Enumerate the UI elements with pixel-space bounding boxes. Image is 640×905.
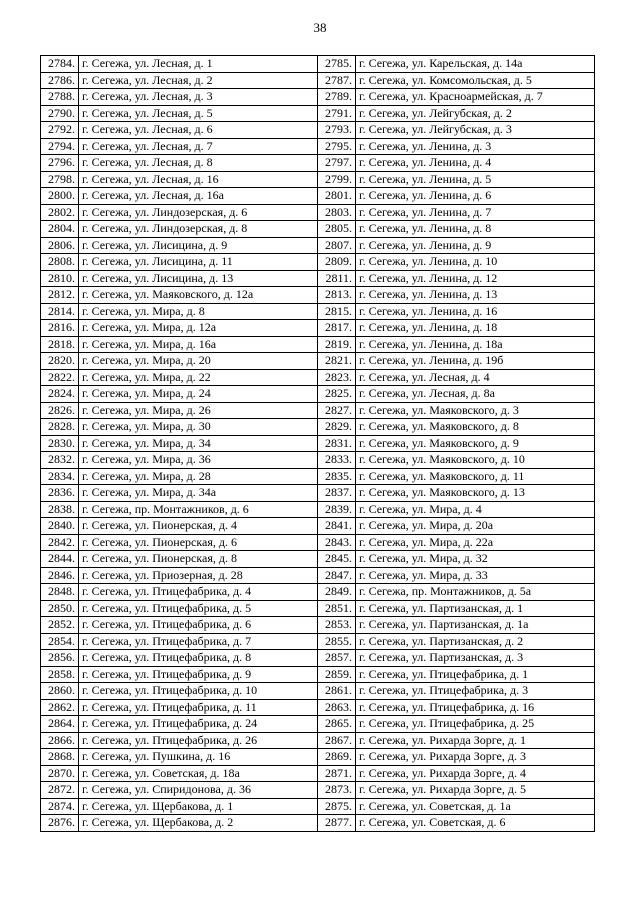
row-number-right: 2841. xyxy=(318,518,356,535)
address-right: г. Сегежа, ул. Партизанская, д. 3 xyxy=(356,650,595,667)
address-right: г. Сегежа, ул. Птицефабрика, д. 1 xyxy=(356,666,595,683)
row-number-right: 2803. xyxy=(318,204,356,221)
address-left: г. Сегежа, ул. Мира, д. 22 xyxy=(79,369,318,386)
row-number-left: 2790. xyxy=(41,105,79,122)
row-number-left: 2804. xyxy=(41,221,79,238)
address-left: г. Сегежа, ул. Мира, д. 34а xyxy=(79,485,318,502)
address-left: г. Сегежа, ул. Птицефабрика, д. 6 xyxy=(79,617,318,634)
address-left: г. Сегежа, ул. Пушкина, д. 16 xyxy=(79,749,318,766)
address-right: г. Сегежа, ул. Мира, д. 33 xyxy=(356,567,595,584)
table-row xyxy=(41,683,595,700)
table-row xyxy=(41,369,595,386)
table-row xyxy=(41,452,595,469)
table-row xyxy=(41,89,595,106)
address-right: г. Сегежа, ул. Лейгубская, д. 3 xyxy=(356,122,595,139)
address-left: г. Сегежа, ул. Мира, д. 24 xyxy=(79,386,318,403)
table-row xyxy=(41,732,595,749)
row-number-right: 2819. xyxy=(318,336,356,353)
row-number-left: 2798. xyxy=(41,171,79,188)
address-right: г. Сегежа, ул. Птицефабрика, д. 16 xyxy=(356,699,595,716)
table-row xyxy=(41,419,595,436)
address-right: г. Сегежа, ул. Ленина, д. 10 xyxy=(356,254,595,271)
table-row xyxy=(41,270,595,287)
row-number-right: 2813. xyxy=(318,287,356,304)
address-left: г. Сегежа, ул. Мира, д. 20 xyxy=(79,353,318,370)
table-row xyxy=(41,303,595,320)
table-row xyxy=(41,72,595,89)
table-row xyxy=(41,666,595,683)
address-left: г. Сегежа, ул. Птицефабрика, д. 4 xyxy=(79,584,318,601)
address-left: г. Сегежа, ул. Птицефабрика, д. 26 xyxy=(79,732,318,749)
row-number-right: 2799. xyxy=(318,171,356,188)
address-right: г. Сегежа, ул. Мира, д. 20а xyxy=(356,518,595,535)
row-number-left: 2808. xyxy=(41,254,79,271)
row-number-left: 2834. xyxy=(41,468,79,485)
address-left: г. Сегежа, ул. Мира, д. 30 xyxy=(79,419,318,436)
address-right: г. Сегежа, ул. Птицефабрика, д. 3 xyxy=(356,683,595,700)
address-left: г. Сегежа, ул. Мира, д. 12а xyxy=(79,320,318,337)
table-row xyxy=(41,171,595,188)
row-number-right: 2861. xyxy=(318,683,356,700)
address-left: г. Сегежа, пр. Монтажников, д. 6 xyxy=(79,501,318,518)
address-left: г. Сегежа, ул. Лесная, д. 8 xyxy=(79,155,318,172)
address-left: г. Сегежа, ул. Лесная, д. 2 xyxy=(79,72,318,89)
table-row xyxy=(41,749,595,766)
row-number-right: 2797. xyxy=(318,155,356,172)
row-number-left: 2800. xyxy=(41,188,79,205)
row-number-left: 2852. xyxy=(41,617,79,634)
row-number-left: 2832. xyxy=(41,452,79,469)
row-number-left: 2850. xyxy=(41,600,79,617)
table-row xyxy=(41,287,595,304)
table-row xyxy=(41,518,595,535)
row-number-right: 2825. xyxy=(318,386,356,403)
address-left: г. Сегежа, ул. Лесная, д. 7 xyxy=(79,138,318,155)
address-right: г. Сегежа, ул. Советская, д. 6 xyxy=(356,815,595,832)
row-number-right: 2857. xyxy=(318,650,356,667)
table-row xyxy=(41,386,595,403)
row-number-right: 2875. xyxy=(318,798,356,815)
address-right: г. Сегежа, ул. Партизанская, д. 1а xyxy=(356,617,595,634)
address-table-body xyxy=(41,56,595,832)
address-right: г. Сегежа, ул. Ленина, д. 6 xyxy=(356,188,595,205)
table-row xyxy=(41,617,595,634)
row-number-left: 2872. xyxy=(41,782,79,799)
table-row xyxy=(41,336,595,353)
table-row xyxy=(41,56,595,73)
address-right: г. Сегежа, ул. Маяковского, д. 11 xyxy=(356,468,595,485)
row-number-left: 2796. xyxy=(41,155,79,172)
address-right: г. Сегежа, ул. Карельская, д. 14а xyxy=(356,56,595,73)
address-left: г. Сегежа, ул. Мира, д. 26 xyxy=(79,402,318,419)
row-number-left: 2876. xyxy=(41,815,79,832)
row-number-right: 2805. xyxy=(318,221,356,238)
row-number-left: 2858. xyxy=(41,666,79,683)
row-number-left: 2842. xyxy=(41,534,79,551)
row-number-left: 2784. xyxy=(41,56,79,73)
address-right: г. Сегежа, ул. Комсомольская, д. 5 xyxy=(356,72,595,89)
address-right: г. Сегежа, ул. Советская, д. 1а xyxy=(356,798,595,815)
row-number-left: 2792. xyxy=(41,122,79,139)
row-number-right: 2811. xyxy=(318,270,356,287)
table-row xyxy=(41,138,595,155)
row-number-right: 2793. xyxy=(318,122,356,139)
row-number-right: 2855. xyxy=(318,633,356,650)
address-table xyxy=(40,55,595,832)
row-number-left: 2806. xyxy=(41,237,79,254)
row-number-left: 2830. xyxy=(41,435,79,452)
table-row xyxy=(41,699,595,716)
address-left: г. Сегежа, ул. Мира, д. 34 xyxy=(79,435,318,452)
page-number: 38 xyxy=(313,20,327,35)
row-number-left: 2866. xyxy=(41,732,79,749)
row-number-right: 2789. xyxy=(318,89,356,106)
address-left: г. Сегежа, ул. Лесная, д. 16а xyxy=(79,188,318,205)
table-row xyxy=(41,815,595,832)
row-number-right: 2807. xyxy=(318,237,356,254)
address-left: г. Сегежа, ул. Птицефабрика, д. 24 xyxy=(79,716,318,733)
table-row xyxy=(41,485,595,502)
address-right: г. Сегежа, ул. Маяковского, д. 3 xyxy=(356,402,595,419)
table-row xyxy=(41,798,595,815)
address-right: г. Сегежа, ул. Ленина, д. 13 xyxy=(356,287,595,304)
row-number-right: 2859. xyxy=(318,666,356,683)
address-right: г. Сегежа, ул. Лейгубская, д. 2 xyxy=(356,105,595,122)
row-number-left: 2818. xyxy=(41,336,79,353)
row-number-left: 2868. xyxy=(41,749,79,766)
address-left: г. Сегежа, ул. Лисицина, д. 11 xyxy=(79,254,318,271)
address-left: г. Сегежа, ул. Птицефабрика, д. 5 xyxy=(79,600,318,617)
row-number-right: 2827. xyxy=(318,402,356,419)
table-row xyxy=(41,254,595,271)
table-row xyxy=(41,765,595,782)
address-left: г. Сегежа, ул. Щербакова, д. 1 xyxy=(79,798,318,815)
address-left: г. Сегежа, ул. Линдозерская, д. 6 xyxy=(79,204,318,221)
row-number-left: 2820. xyxy=(41,353,79,370)
table-row xyxy=(41,155,595,172)
address-right: г. Сегежа, ул. Ленина, д. 8 xyxy=(356,221,595,238)
row-number-left: 2856. xyxy=(41,650,79,667)
table-row xyxy=(41,188,595,205)
address-left: г. Сегежа, ул. Лесная, д. 6 xyxy=(79,122,318,139)
address-right: г. Сегежа, ул. Рихарда Зорге, д. 4 xyxy=(356,765,595,782)
row-number-left: 2810. xyxy=(41,270,79,287)
row-number-left: 2824. xyxy=(41,386,79,403)
address-right: г. Сегежа, ул. Ленина, д. 12 xyxy=(356,270,595,287)
row-number-left: 2794. xyxy=(41,138,79,155)
row-number-left: 2822. xyxy=(41,369,79,386)
row-number-right: 2801. xyxy=(318,188,356,205)
address-right: г. Сегежа, ул. Красноармейская, д. 7 xyxy=(356,89,595,106)
row-number-left: 2860. xyxy=(41,683,79,700)
row-number-left: 2848. xyxy=(41,584,79,601)
address-right: г. Сегежа, ул. Маяковского, д. 13 xyxy=(356,485,595,502)
row-number-right: 2785. xyxy=(318,56,356,73)
address-left: г. Сегежа, ул. Птицефабрика, д. 8 xyxy=(79,650,318,667)
address-right: г. Сегежа, ул. Ленина, д. 18а xyxy=(356,336,595,353)
table-row xyxy=(41,105,595,122)
row-number-right: 2869. xyxy=(318,749,356,766)
row-number-right: 2849. xyxy=(318,584,356,601)
address-left: г. Сегежа, ул. Птицефабрика, д. 7 xyxy=(79,633,318,650)
row-number-left: 2788. xyxy=(41,89,79,106)
row-number-left: 2862. xyxy=(41,699,79,716)
table-row xyxy=(41,567,595,584)
table-row xyxy=(41,650,595,667)
table-row xyxy=(41,204,595,221)
row-number-right: 2845. xyxy=(318,551,356,568)
address-left: г. Сегежа, ул. Мира, д. 36 xyxy=(79,452,318,469)
address-right: г. Сегежа, ул. Ленина, д. 3 xyxy=(356,138,595,155)
table-row xyxy=(41,633,595,650)
row-number-left: 2840. xyxy=(41,518,79,535)
address-right: г. Сегежа, ул. Мира, д. 4 xyxy=(356,501,595,518)
row-number-right: 2877. xyxy=(318,815,356,832)
address-left: г. Сегежа, ул. Лесная, д. 16 xyxy=(79,171,318,188)
table-row xyxy=(41,716,595,733)
table-row xyxy=(41,782,595,799)
address-left: г. Сегежа, ул. Птицефабрика, д. 9 xyxy=(79,666,318,683)
address-right: г. Сегежа, ул. Рихарда Зорге, д. 1 xyxy=(356,732,595,749)
row-number-right: 2871. xyxy=(318,765,356,782)
row-number-left: 2838. xyxy=(41,501,79,518)
address-left: г. Сегежа, ул. Пионерская, д. 8 xyxy=(79,551,318,568)
row-number-right: 2815. xyxy=(318,303,356,320)
row-number-right: 2829. xyxy=(318,419,356,436)
table-row xyxy=(41,353,595,370)
row-number-right: 2823. xyxy=(318,369,356,386)
address-right: г. Сегежа, ул. Рихарда Зорге, д. 3 xyxy=(356,749,595,766)
row-number-left: 2844. xyxy=(41,551,79,568)
address-left: г. Сегежа, ул. Лесная, д. 3 xyxy=(79,89,318,106)
address-left: г. Сегежа, ул. Птицефабрика, д. 10 xyxy=(79,683,318,700)
table-row xyxy=(41,584,595,601)
table-row xyxy=(41,402,595,419)
row-number-left: 2802. xyxy=(41,204,79,221)
address-right: г. Сегежа, ул. Рихарда Зорге, д. 5 xyxy=(356,782,595,799)
address-right: г. Сегежа, ул. Лесная, д. 4 xyxy=(356,369,595,386)
row-number-right: 2837. xyxy=(318,485,356,502)
address-left: г. Сегежа, ул. Линдозерская, д. 8 xyxy=(79,221,318,238)
row-number-right: 2831. xyxy=(318,435,356,452)
table-row xyxy=(41,237,595,254)
row-number-right: 2821. xyxy=(318,353,356,370)
row-number-left: 2816. xyxy=(41,320,79,337)
table-row xyxy=(41,501,595,518)
row-number-left: 2846. xyxy=(41,567,79,584)
address-right: г. Сегежа, ул. Мира, д. 22а xyxy=(356,534,595,551)
row-number-right: 2795. xyxy=(318,138,356,155)
address-left: г. Сегежа, ул. Мира, д. 8 xyxy=(79,303,318,320)
address-left: г. Сегежа, ул. Мира, д. 28 xyxy=(79,468,318,485)
address-left: г. Сегежа, ул. Щербакова, д. 2 xyxy=(79,815,318,832)
row-number-right: 2865. xyxy=(318,716,356,733)
address-left: г. Сегежа, ул. Приозерная, д. 28 xyxy=(79,567,318,584)
row-number-left: 2814. xyxy=(41,303,79,320)
table-row xyxy=(41,221,595,238)
address-left: г. Сегежа, ул. Птицефабрика, д. 11 xyxy=(79,699,318,716)
address-left: г. Сегежа, ул. Лесная, д. 1 xyxy=(79,56,318,73)
address-right: г. Сегежа, ул. Мира, д. 32 xyxy=(356,551,595,568)
row-number-left: 2854. xyxy=(41,633,79,650)
row-number-right: 2853. xyxy=(318,617,356,634)
address-left: г. Сегежа, ул. Мира, д. 16а xyxy=(79,336,318,353)
table-row xyxy=(41,600,595,617)
address-right: г. Сегежа, пр. Монтажников, д. 5а xyxy=(356,584,595,601)
address-right: г. Сегежа, ул. Ленина, д. 16 xyxy=(356,303,595,320)
row-number-right: 2787. xyxy=(318,72,356,89)
row-number-left: 2828. xyxy=(41,419,79,436)
row-number-right: 2851. xyxy=(318,600,356,617)
address-left: г. Сегежа, ул. Спиридонова, д. 36 xyxy=(79,782,318,799)
row-number-left: 2812. xyxy=(41,287,79,304)
table-row xyxy=(41,551,595,568)
address-right: г. Сегежа, ул. Ленина, д. 5 xyxy=(356,171,595,188)
row-number-right: 2791. xyxy=(318,105,356,122)
row-number-right: 2843. xyxy=(318,534,356,551)
address-right: г. Сегежа, ул. Партизанская, д. 2 xyxy=(356,633,595,650)
address-left: г. Сегежа, ул. Лисицина, д. 9 xyxy=(79,237,318,254)
address-right: г. Сегежа, ул. Ленина, д. 19б xyxy=(356,353,595,370)
table-row xyxy=(41,320,595,337)
row-number-left: 2870. xyxy=(41,765,79,782)
address-right: г. Сегежа, ул. Ленина, д. 7 xyxy=(356,204,595,221)
row-number-right: 2817. xyxy=(318,320,356,337)
address-right: г. Сегежа, ул. Партизанская, д. 1 xyxy=(356,600,595,617)
row-number-left: 2874. xyxy=(41,798,79,815)
address-right: г. Сегежа, ул. Ленина, д. 4 xyxy=(356,155,595,172)
table-row xyxy=(41,435,595,452)
table-row xyxy=(41,122,595,139)
address-left: г. Сегежа, ул. Советская, д. 18а xyxy=(79,765,318,782)
row-number-right: 2833. xyxy=(318,452,356,469)
address-left: г. Сегежа, ул. Лисицина, д. 13 xyxy=(79,270,318,287)
table-row xyxy=(41,468,595,485)
row-number-right: 2835. xyxy=(318,468,356,485)
address-right: г. Сегежа, ул. Ленина, д. 9 xyxy=(356,237,595,254)
row-number-right: 2809. xyxy=(318,254,356,271)
address-right: г. Сегежа, ул. Птицефабрика, д. 25 xyxy=(356,716,595,733)
row-number-right: 2863. xyxy=(318,699,356,716)
address-right: г. Сегежа, ул. Маяковского, д. 8 xyxy=(356,419,595,436)
address-right: г. Сегежа, ул. Ленина, д. 18 xyxy=(356,320,595,337)
row-number-left: 2864. xyxy=(41,716,79,733)
row-number-right: 2867. xyxy=(318,732,356,749)
row-number-left: 2826. xyxy=(41,402,79,419)
row-number-right: 2873. xyxy=(318,782,356,799)
row-number-left: 2836. xyxy=(41,485,79,502)
row-number-right: 2839. xyxy=(318,501,356,518)
address-left: г. Сегежа, ул. Пионерская, д. 4 xyxy=(79,518,318,535)
address-left: г. Сегежа, ул. Пионерская, д. 6 xyxy=(79,534,318,551)
address-right: г. Сегежа, ул. Маяковского, д. 10 xyxy=(356,452,595,469)
address-left: г. Сегежа, ул. Лесная, д. 5 xyxy=(79,105,318,122)
address-right: г. Сегежа, ул. Лесная, д. 8а xyxy=(356,386,595,403)
row-number-left: 2786. xyxy=(41,72,79,89)
row-number-right: 2847. xyxy=(318,567,356,584)
table-row xyxy=(41,534,595,551)
address-left: г. Сегежа, ул. Маяковского, д. 12а xyxy=(79,287,318,304)
address-right: г. Сегежа, ул. Маяковского, д. 9 xyxy=(356,435,595,452)
